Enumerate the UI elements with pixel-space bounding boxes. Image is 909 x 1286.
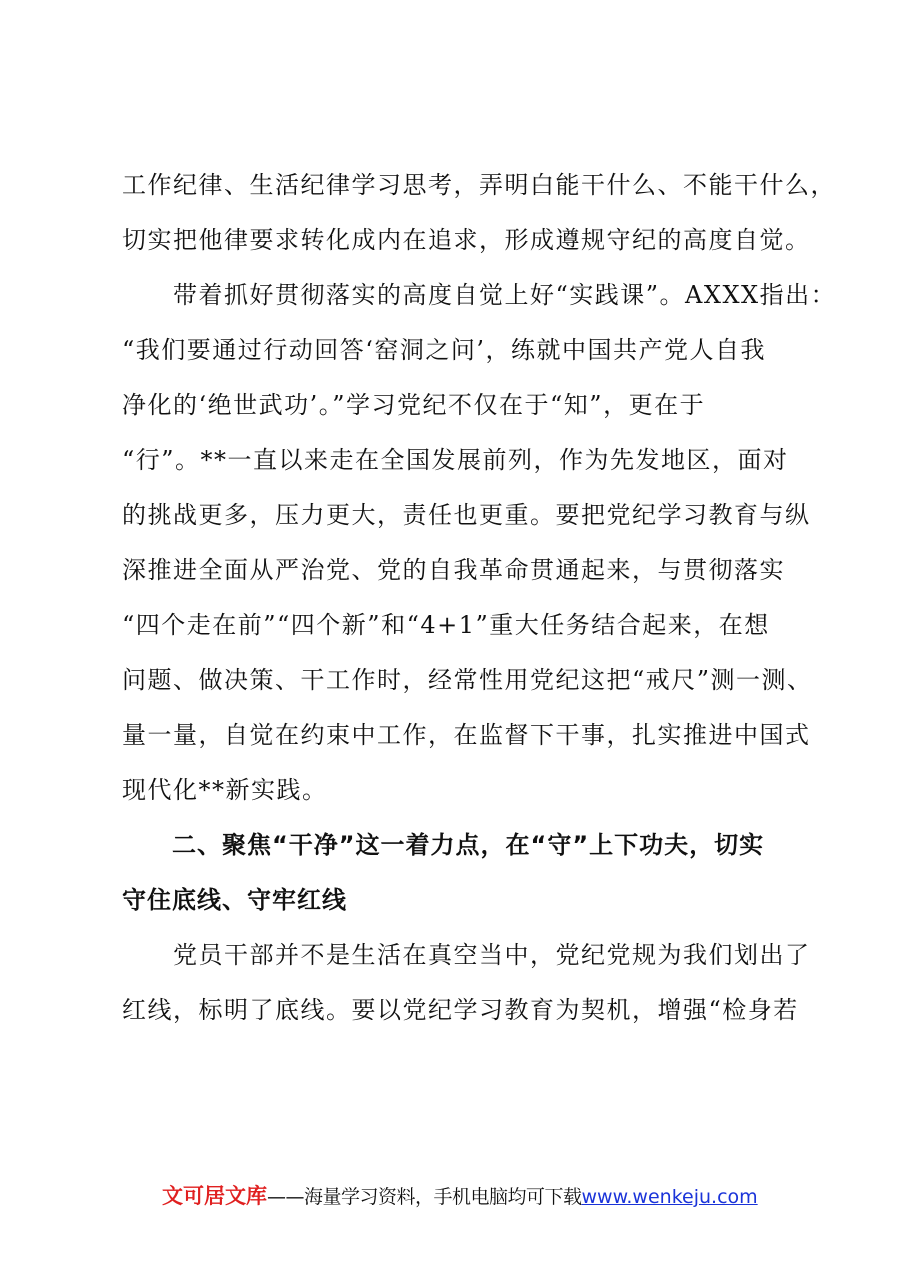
- footer-url-link[interactable]: www.wenkeju.com: [581, 1186, 758, 1208]
- paragraph-line: “行”。**一直以来走在全国发展前列，作为先发地区，面对: [122, 446, 789, 474]
- paragraph-line: 工作纪律、生活纪律学习思考，弄明白能干什么、不能干什么，: [122, 171, 836, 199]
- paragraph-line: 红线，标明了底线。要以党纪学习教育为契机，增强“检身若: [122, 996, 799, 1024]
- paragraph-line: 的挑战更多，压力更大，责任也更重。要把党纪学习教育与纵: [122, 501, 811, 529]
- paragraph-line: 现代化**新实践。: [122, 776, 328, 804]
- paragraph-line: 深推进全面从严治党、党的自我革命贯通起来，与贯彻落实: [122, 556, 785, 584]
- section-heading-line: 二、聚焦“干净”这一着力点，在“守”上下功夫，切实: [122, 831, 765, 859]
- footer-brand: 文可居文库: [162, 1184, 267, 1208]
- paragraph-line: 切实把他律要求转化成内在追求，形成遵规守纪的高度自觉。: [122, 226, 811, 254]
- paragraph-line: 量一量，自觉在约束中工作，在监督下干事，扎实推进中国式: [122, 721, 811, 749]
- paragraph-line: “我们要通过行动回答‘窑洞之问’，练就中国共产党人自我: [122, 336, 767, 364]
- document-body: [122, 158, 837, 1038]
- paragraph-line: 净化的‘绝世武功’。”学习党纪不仅在于“知”，更在于: [122, 391, 706, 419]
- paragraph-line: “四个走在前”“四个新”和“4+1”重大任务结合起来，在想: [122, 611, 770, 639]
- paragraph-line: 党员干部并不是生活在真空当中，党纪党规为我们划出了: [122, 941, 811, 969]
- paragraph-line: 带着抓好贯彻落实的高度自觉上好“实践课”。AXXX指出：: [122, 281, 837, 309]
- footer-slogan: ——海量学习资料，手机电脑均可下载: [267, 1186, 582, 1208]
- footer-banner: [162, 1182, 862, 1211]
- section-heading-line: 守住底线、守牢红线: [122, 886, 347, 914]
- paragraph-line: 问题、做决策、干工作时，经常性用党纪这把“戒尺”测一测、: [122, 666, 813, 694]
